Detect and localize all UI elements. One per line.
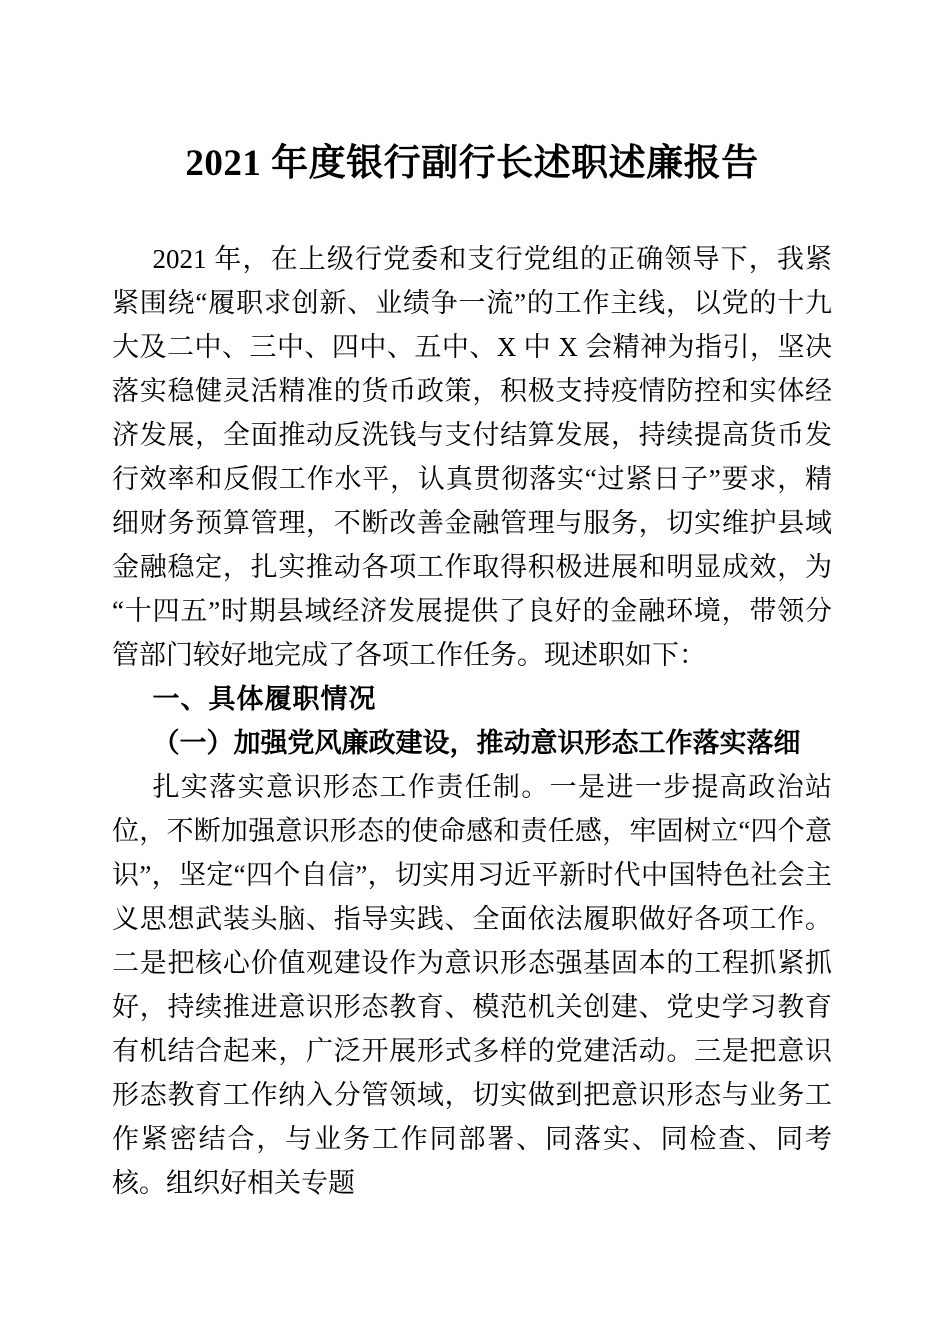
subsection-heading-1-1: （一）加强党风廉政建设，推动意识形态工作落实落细 xyxy=(152,728,801,758)
section-heading-1: 一、具体履职情况 xyxy=(152,684,377,714)
document-title: 2021 年度银行副行长述职述廉报告 xyxy=(185,143,759,184)
intro-paragraph: 2021 年，在上级行党委和支行党组的正确领导下，我紧紧围绕“履职求创新、业绩争一流”的工作主线，以党的十九大及二中、三中、四中、五中、X 中 X 会精神为指引，坚决落实稳健灵活精准的货币政策，积极支持疫情防控和实体经济发展，全面推动反洗钱与支付结算发展，持续提高货币发行效率和反假工作水平，认真贯彻落实“过紧日子”要求，精细财务预算管理，不断改善金融管理与服务，切实维护县域金融稳定，扎实推动各项工作取得积极进展和明显成效，为“十四五”时期县域经济发展提供了良好的金融环境，带领分管部门较好地完成了各项工作任务。现述职如下： xyxy=(112,244,832,670)
body-paragraph-1: 扎实落实意识形态工作责任制。一是进一步提高政治站位，不断加强意识形态的使命感和责任感，牢固树立“四个意识”，坚定“四个自信”，切实用习近平新时代中国特色社会主义思想武装头脑、指导实践、全面依法履职做好各项工作。二是把核心价值观建设作为意识形态强基固本的工程抓紧抓好，持续推进意识形态教育、模范机关创建、党史学习教育有机结合起来，广泛开展形式多样的党建活动。三是把意识形态教育工作纳入分管领域，切实做到把意识形态与业务工作紧密结合，与业务工作同部署、同落实、同检查、同考核。组织好相关专题 xyxy=(112,772,832,1198)
